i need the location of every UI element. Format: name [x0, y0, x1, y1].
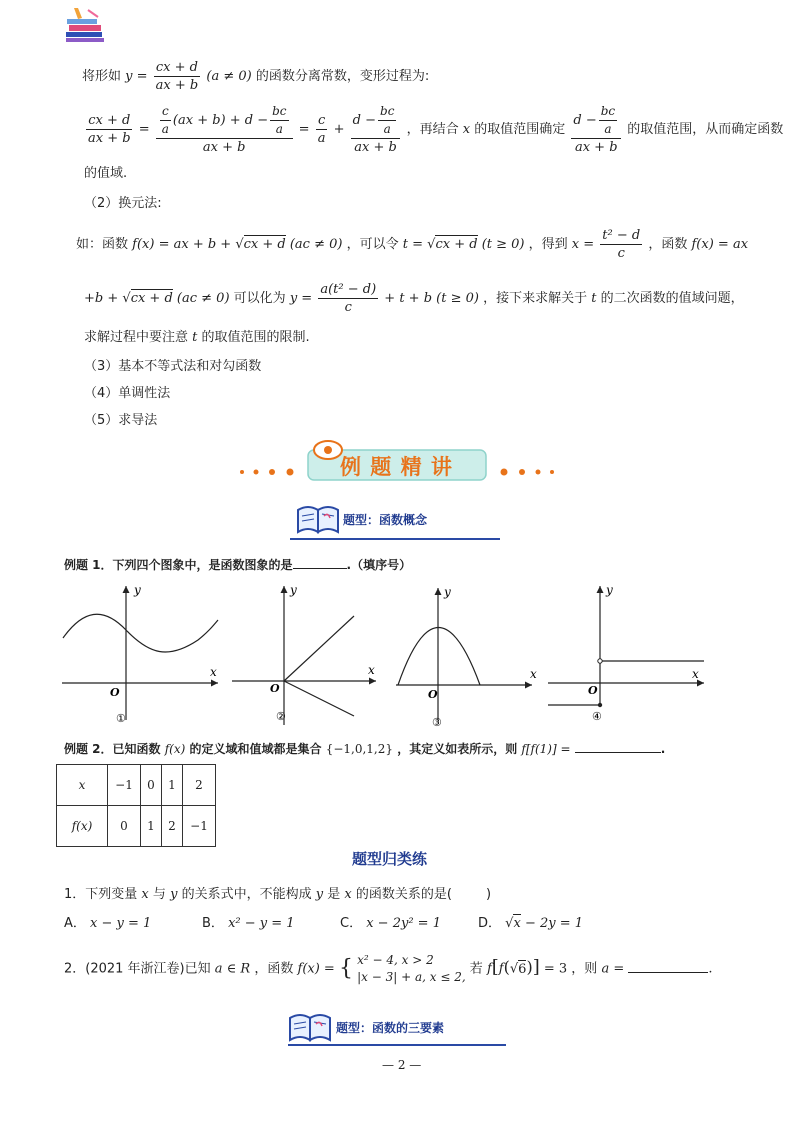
- section-underline: [290, 538, 500, 540]
- intro-line1: [82, 60, 429, 93]
- math-expr: a =: [601, 961, 625, 977]
- intro-text: 的函数分离常数，变形过程为:: [255, 69, 430, 84]
- table-row: [57, 806, 216, 847]
- fraction-numerator: bc: [599, 104, 617, 121]
- math-sqrt: cx + d: [130, 291, 173, 306]
- fraction-denominator: ax + b: [354, 140, 397, 155]
- fraction-numerator: [571, 104, 621, 139]
- fraction-denominator: a: [604, 122, 612, 136]
- page-number: — 2 —: [382, 1058, 422, 1072]
- math-condition: (ac ≠ 0): [176, 291, 230, 306]
- intro-text: 可以化为: [233, 291, 286, 306]
- question-text: ，函数: [254, 961, 294, 977]
- math-y: y: [315, 887, 324, 902]
- example2-question: [64, 740, 665, 757]
- origin-label: O: [110, 686, 120, 699]
- open-book-icon: [296, 502, 340, 536]
- table-row: [57, 765, 216, 806]
- q1-option-d[interactable]: D． √x − 2y = 1: [478, 916, 584, 931]
- graph-number: ④: [592, 710, 602, 723]
- table-cell: 2: [162, 806, 183, 847]
- question-text: 是: [327, 887, 341, 902]
- axis-label-y: y: [290, 583, 297, 597]
- fraction: [154, 60, 201, 93]
- substitution-line2: +b + √cx + d (ac ≠ 0) 可以化为 y = $\frac{\text{a(t² − d)}}{c}$ + t + b (t ≥ 0) ，接下来求解关于 t 的二次函数的值域问题，: [84, 282, 744, 315]
- graph-number: ②: [276, 710, 286, 723]
- fraction-denominator: ax + b: [88, 131, 131, 146]
- fraction: [600, 228, 642, 261]
- intro-text: 将形如: [82, 69, 122, 84]
- graph-number: ③: [432, 716, 442, 729]
- fraction-numerator: a(t² − d): [320, 282, 377, 297]
- fraction: [351, 104, 401, 155]
- math-sqrt: cx + d: [243, 237, 286, 252]
- math-sqrt: cx + d: [435, 237, 478, 252]
- question-text: ，则: [571, 961, 598, 977]
- table-cell: 1: [162, 765, 183, 806]
- math-expr: x =: [571, 237, 595, 252]
- substitution-line3: [84, 326, 310, 345]
- fraction-denominator: a: [275, 122, 283, 136]
- math-x: x: [462, 122, 471, 137]
- q1-option-a[interactable]: [64, 912, 151, 931]
- fraction: [318, 282, 378, 315]
- section-title: 题型：函数概念: [343, 513, 428, 527]
- fraction-denominator: c: [617, 246, 625, 261]
- intro-text: ，函数: [648, 237, 688, 252]
- math-condition: (ac ≠ 0): [289, 237, 343, 252]
- question-text: 与: [152, 887, 166, 902]
- fraction-denominator: ax + b: [202, 140, 246, 155]
- math-sqrt: 6: [518, 961, 527, 977]
- example1-question: [64, 556, 411, 573]
- section-underline: [288, 1044, 506, 1046]
- separation-equation: $\frac{cx + d}{ax + b}$ = $\frac{c}{a}$ (ax + b) + d − $\frac{bc}{a}$ ax + b = $\frac{c}{a}$ + d − $\frac{bc}{a}$ ax + b ，再结合 x 的取值范围确定 d − $\frac{bc}{a}$ ax + b 的取值范围，从而确定函数: [88, 104, 784, 155]
- math-set: {−1,0,1,2}: [325, 742, 393, 756]
- axis-label-x: x: [530, 667, 537, 681]
- question-text: 的定义域和值域都是集合: [189, 742, 322, 756]
- option-label: D．: [478, 916, 502, 931]
- function-definition-table: [56, 764, 216, 847]
- math-expr: f: [486, 961, 492, 977]
- substitution-line1: 如：函数 f(x) = ax + b + √cx + d (ac ≠ 0) ，可以令 t = √cx + d (t ≥ 0) ，得到 x = $\frac{\text{t² − d}}{c}$ ，函数 f(x) = ax: [76, 228, 749, 261]
- fraction-numerator: bc: [270, 104, 288, 121]
- math-condition: (a ≠ 0): [206, 69, 252, 84]
- axis-label-y: y: [134, 583, 141, 597]
- math-text: (ax + b) + d −: [172, 113, 269, 128]
- question-text: .: [660, 742, 666, 756]
- math-expr: f[f(1)] =: [521, 742, 571, 756]
- question-text: 的关系式中，不能构成: [181, 887, 312, 902]
- graph-4: [544, 580, 714, 725]
- question-text: 例题 2．已知函数: [64, 742, 161, 756]
- math-x: x: [344, 887, 352, 902]
- math-expr: +b +: [84, 291, 119, 306]
- fraction-denominator: a: [317, 131, 326, 146]
- answer-blank[interactable]: [293, 556, 347, 569]
- option-label: C．: [340, 916, 363, 931]
- fraction-numerator: [156, 104, 293, 139]
- origin-label: O: [270, 682, 280, 695]
- axis-label-x: x: [210, 665, 217, 679]
- practice-q2: 2．(2021 年浙江卷)已知 a ∈ R ，函数 f(x) = { x² − 4, x > 2 |x − 3| + a, x ≤ 2, 若 f[f(√6)] = 3 ，则 a = .: [64, 953, 713, 984]
- graph-3: [392, 580, 542, 730]
- fraction: [156, 104, 293, 155]
- intro-text: 的取值范围确定: [474, 122, 566, 137]
- table-cell: 2: [183, 765, 216, 806]
- fraction-numerator: [351, 104, 401, 139]
- practice-title: 题型归类练: [352, 850, 428, 868]
- option-label: B．: [202, 916, 224, 931]
- math-text: d −: [352, 113, 377, 128]
- axis-label-y: y: [606, 583, 613, 597]
- option-label: A．: [64, 916, 86, 931]
- intro-text: ，接下来求解关于: [483, 291, 588, 306]
- intro-text: 如：函数: [76, 237, 129, 252]
- option-expr: x − y = 1: [90, 916, 152, 931]
- intro-text: ，可以令: [346, 237, 399, 252]
- math-expr: = 3: [543, 961, 568, 977]
- math-expr: f(x) =: [297, 961, 335, 977]
- open-book-icon: [288, 1010, 332, 1044]
- math-expr: t =: [402, 237, 424, 252]
- answer-blank[interactable]: [628, 960, 708, 973]
- case-1: x² − 4, x > 2: [357, 953, 434, 967]
- intro-text: ，得到: [528, 237, 568, 252]
- math-expr: + t + b (t ≥ 0): [384, 291, 479, 306]
- math-condition: (t ≥ 0): [481, 237, 525, 252]
- question-text: ，其定义如表所示，则: [397, 742, 518, 756]
- table-cell: 1: [141, 806, 162, 847]
- math-y: y: [170, 887, 178, 902]
- math-expr: f(x) = ax + b +: [132, 237, 232, 252]
- fraction: [571, 104, 621, 155]
- fraction-numerator: bc: [378, 104, 396, 121]
- answer-blank[interactable]: [575, 740, 661, 753]
- question-text: .: [708, 961, 713, 977]
- math-sqrt: x: [513, 916, 521, 931]
- table-cell: 0: [108, 806, 141, 847]
- intro-text: 的取值范围的限制.: [201, 330, 310, 345]
- graph-1: [58, 580, 228, 730]
- option-expr: x² − y = 1: [228, 916, 295, 931]
- question-text: 若: [469, 961, 483, 977]
- q1-option-c[interactable]: [340, 912, 441, 931]
- math-expr: y =: [289, 291, 313, 306]
- math-x: x: [141, 887, 149, 902]
- section-title: 题型：函数的三要素: [336, 1021, 445, 1035]
- option-expr: − 2y = 1: [524, 916, 584, 931]
- intro-text: 的取值范围，从而确定函数: [627, 122, 784, 137]
- books-logo-icon: [64, 8, 106, 44]
- table-cell: −1: [183, 806, 216, 847]
- math-t: t: [591, 291, 597, 306]
- fraction-denominator: a: [383, 122, 391, 136]
- question-text: ): [485, 887, 492, 902]
- method-2-heading: （2）换元法:: [84, 196, 162, 211]
- question-text: .（填序号）: [346, 558, 412, 572]
- axis-label-x: x: [368, 663, 375, 677]
- option-expr: x − 2y² = 1: [366, 916, 441, 931]
- table-cell: x: [57, 765, 108, 806]
- method-3-heading: （3）基本不等式法和对勾函数: [84, 359, 262, 374]
- origin-label: O: [588, 684, 598, 697]
- axis-label-x: x: [692, 667, 699, 681]
- table-cell: 0: [141, 765, 162, 806]
- intro-text: ，再结合: [406, 122, 459, 137]
- table-cell: −1: [108, 765, 141, 806]
- question-text: 2．(2021 年浙江卷)已知: [64, 961, 211, 977]
- math-expr: f(x): [164, 742, 186, 756]
- fraction-numerator: t² − d: [602, 228, 641, 243]
- fraction: [316, 113, 328, 146]
- fraction-denominator: ax + b: [155, 78, 199, 93]
- math-expr: f(x) = ax: [691, 237, 749, 252]
- fraction-numerator: c: [317, 113, 326, 128]
- piecewise-cases: [357, 952, 466, 986]
- graph-2: [228, 580, 388, 730]
- fraction: [86, 113, 133, 146]
- math-t: t: [192, 330, 198, 345]
- math-text: d −: [573, 113, 597, 128]
- fraction-denominator: ax + b: [574, 140, 618, 155]
- practice-q1: [64, 883, 491, 902]
- q1-option-b[interactable]: [202, 912, 295, 931]
- fraction-denominator: a: [161, 122, 169, 136]
- intro-text: 的值域.: [84, 166, 128, 181]
- intro-text: 的二次函数的值域问题，: [600, 291, 744, 306]
- fraction-numerator: cx + d: [88, 113, 131, 128]
- method-4-heading: （4）单调性法: [84, 386, 171, 401]
- question-text: 1．下列变量: [64, 887, 138, 902]
- fraction-numerator: c: [160, 104, 171, 121]
- axis-label-y: y: [444, 585, 451, 599]
- method-5-heading: （5）求导法: [84, 413, 158, 428]
- case-2: |x − 3| + a, x ≤ 2,: [357, 970, 466, 984]
- origin-label: O: [428, 688, 438, 701]
- math-y: y =: [125, 69, 148, 84]
- table-cell: f(x): [57, 806, 108, 847]
- question-text: 的函数关系的是(: [355, 887, 452, 902]
- graph-number: ①: [116, 712, 126, 725]
- question-text: 例题 1．下列四个图象中，是函数图象的是: [64, 558, 293, 572]
- fraction-numerator: cx + d: [155, 60, 198, 75]
- math-expr: a ∈ R: [214, 961, 251, 977]
- math-expr: f: [498, 961, 504, 977]
- banner-title: 例 题 精 讲: [340, 455, 453, 479]
- intro-text: 求解过程中要注意: [84, 330, 189, 345]
- fraction-denominator: c: [344, 300, 352, 315]
